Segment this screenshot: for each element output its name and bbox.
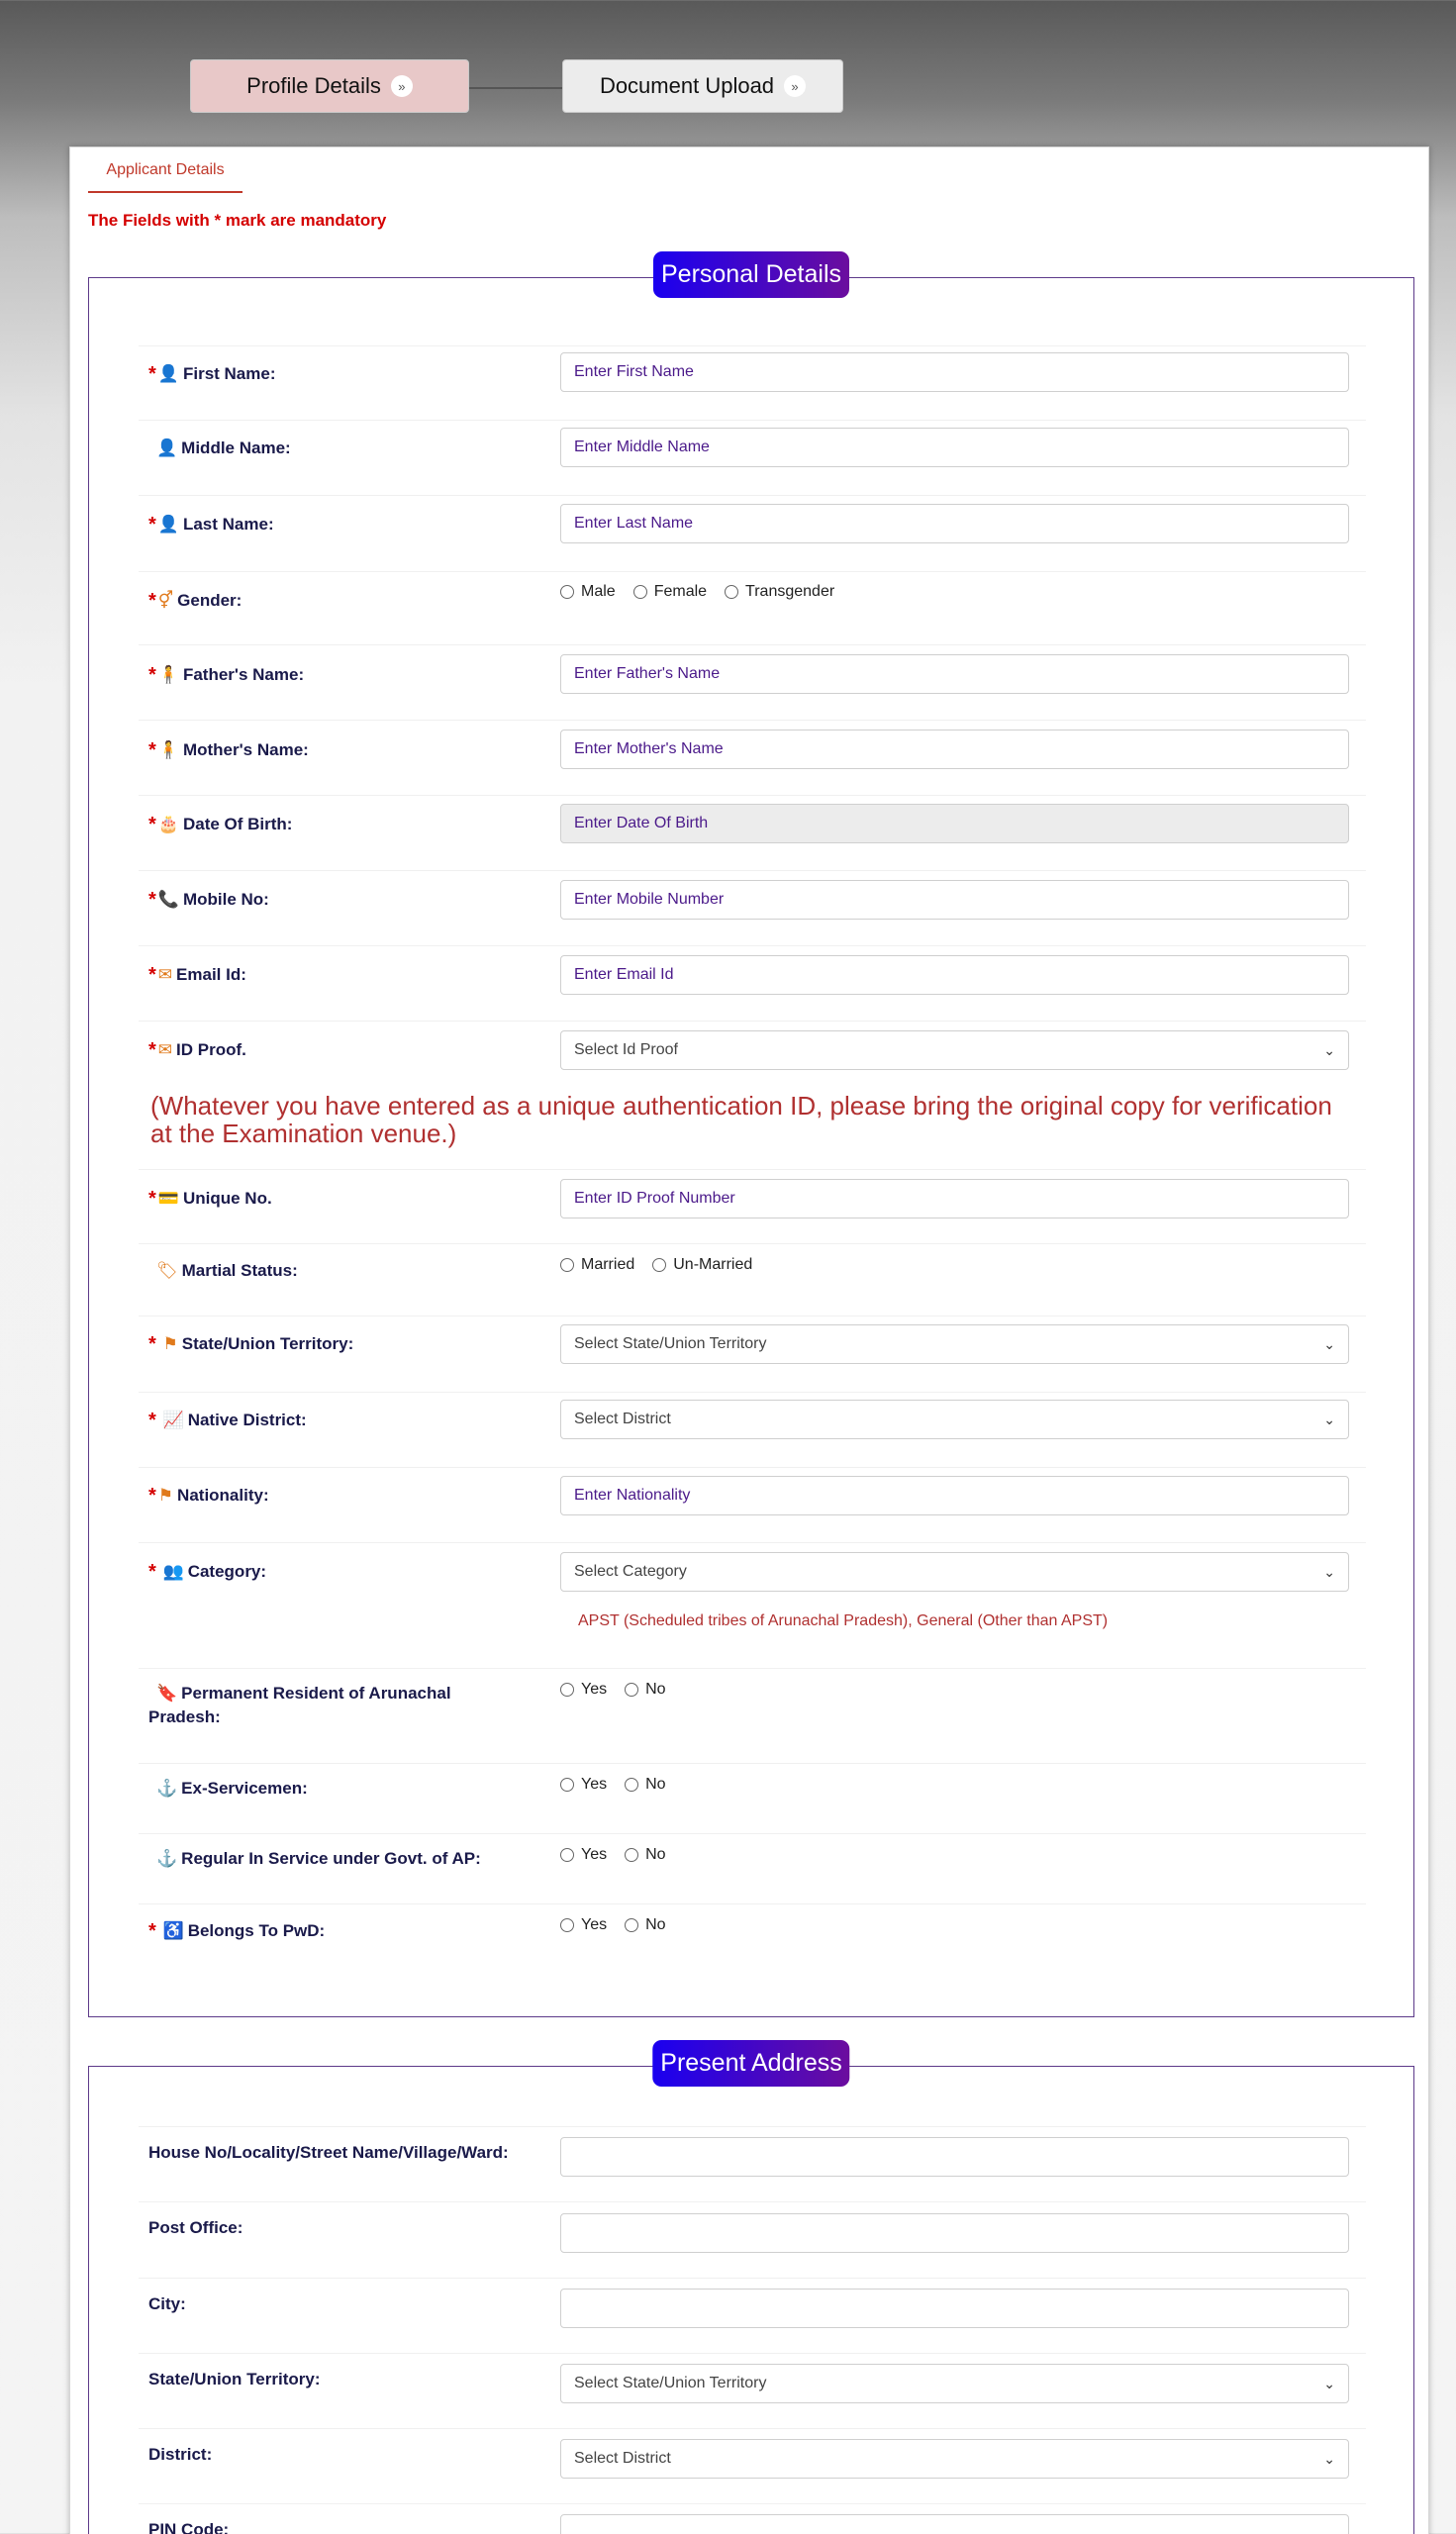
present-state-label: State/Union Territory: xyxy=(148,2370,321,2388)
regular-service-row xyxy=(139,1833,1366,1868)
id-proof-label: ID Proof. xyxy=(176,1040,246,1059)
category-note: APST (Scheduled tribes of Arunachal Pradesh), General (Other than APST) xyxy=(578,1612,1109,1629)
chevron-down-icon: ⌄ xyxy=(1323,1335,1335,1352)
users-icon: 👥 xyxy=(162,1562,184,1581)
nationality-input[interactable]: Enter Nationality xyxy=(560,1476,1349,1515)
regular-no-radio[interactable]: No xyxy=(625,1846,665,1864)
step-connector xyxy=(469,87,564,89)
unique-no-input[interactable]: Enter ID Proof Number xyxy=(560,1179,1349,1218)
permanent-yes-radio[interactable]: Yes xyxy=(560,1681,607,1699)
area-chart-icon: 📈 xyxy=(162,1411,184,1429)
house-input[interactable] xyxy=(560,2137,1349,2177)
present-state-row xyxy=(139,2353,1366,2391)
tab-applicant-details[interactable]: Applicant Details xyxy=(88,161,243,193)
father-name-label: Father's Name: xyxy=(182,665,305,684)
id-proof-note: (Whatever you have entered as a unique authentication ID, please bring the original copy for verification at the Examination venue.) xyxy=(150,1091,1332,1148)
first-name-input[interactable]: Enter First Name xyxy=(560,352,1349,392)
chevron-down-icon: ⌄ xyxy=(1323,1563,1335,1580)
city-label: City: xyxy=(148,2294,186,2313)
pin-row xyxy=(139,2503,1366,2534)
chevron-down-icon: ⌄ xyxy=(1323,1411,1335,1427)
regular-service-radios xyxy=(560,1846,666,1864)
email-row: * ✉ Email Id: Enter Email Id xyxy=(139,945,1366,946)
gender-row: * ⚥ Gender: Male Female Transgender xyxy=(139,571,1366,572)
marital-label: Martial Status: xyxy=(181,1261,298,1280)
ex-servicemen-label: Ex-Servicemen: xyxy=(181,1779,308,1798)
chevron-right-icon: » xyxy=(391,75,413,97)
flag-icon: ⚑ xyxy=(162,1334,178,1353)
dob-row: * 🎂 Date Of Birth: Enter Date Of Birth xyxy=(139,795,1366,796)
state-select[interactable]: Select State/Union Territory ⌄ xyxy=(560,1324,1349,1364)
user-icon: 👤 xyxy=(157,515,179,534)
person-icon: 🧍 xyxy=(157,665,179,684)
phone-icon: 📞 xyxy=(157,890,179,909)
father-name-row: * 🧍 Father's Name: Enter Father's Name xyxy=(139,644,1366,645)
anchor-icon: ⚓ xyxy=(156,1779,178,1798)
house-label: House No/Locality/Street Name/Village/Ward: xyxy=(148,2143,509,2162)
pin-input[interactable] xyxy=(560,2514,1349,2534)
last-name-input[interactable]: Enter Last Name xyxy=(560,504,1349,543)
chevron-down-icon: ⌄ xyxy=(1323,1041,1335,1058)
wheelchair-icon: ♿ xyxy=(162,1921,184,1940)
step-document-label: Document Upload xyxy=(599,73,775,98)
step-profile-details[interactable] xyxy=(190,59,469,113)
envelope-icon: ✉ xyxy=(157,1040,173,1059)
present-district-select[interactable]: Select District ⌄ xyxy=(560,2439,1349,2479)
gender-female-radio[interactable]: Female xyxy=(633,583,707,601)
ex-servicemen-radios xyxy=(560,1776,666,1794)
birthday-cake-icon: 🎂 xyxy=(157,815,179,833)
id-proof-select[interactable]: Select Id Proof ⌄ xyxy=(560,1030,1349,1070)
middle-name-label: Middle Name: xyxy=(181,439,291,457)
pin-label: PIN Code: xyxy=(148,2520,230,2534)
credit-card-icon: 💳 xyxy=(157,1189,179,1208)
step-document-upload[interactable] xyxy=(562,59,843,113)
post-office-label: Post Office: xyxy=(148,2218,243,2237)
pwd-label: Belongs To PwD: xyxy=(187,1921,326,1940)
first-name-label: First Name: xyxy=(182,364,276,383)
mother-name-input[interactable]: Enter Mother's Name xyxy=(560,730,1349,769)
marital-married-radio[interactable]: Married xyxy=(560,1256,634,1274)
email-label: Email Id: xyxy=(176,965,246,984)
present-district-label: District: xyxy=(148,2445,213,2464)
mobile-label: Mobile No: xyxy=(182,890,269,909)
present-address-legend: Present Address xyxy=(652,2040,849,2087)
chevron-right-icon: » xyxy=(784,75,806,97)
middle-name-input[interactable]: Enter Middle Name xyxy=(560,428,1349,467)
house-row xyxy=(139,2126,1366,2162)
permanent-no-radio[interactable]: No xyxy=(625,1681,665,1699)
form-card xyxy=(69,146,1429,2534)
mother-name-row: * 🧍 Mother's Name: Enter Mother's Name xyxy=(139,720,1366,721)
step-profile-label: Profile Details xyxy=(246,73,381,98)
chevron-down-icon: ⌄ xyxy=(1323,2375,1335,2391)
category-label: Category: xyxy=(187,1562,267,1581)
present-district-row xyxy=(139,2428,1366,2467)
chevron-down-icon: ⌄ xyxy=(1323,2450,1335,2467)
wizard-steps xyxy=(190,59,843,113)
marital-radios xyxy=(560,1256,752,1274)
native-district-row: * 📈 Native District: Select District ⌄ xyxy=(139,1392,1366,1393)
mobile-row: * 📞 Mobile No: Enter Mobile Number xyxy=(139,870,1366,871)
email-input[interactable]: Enter Email Id xyxy=(560,955,1349,995)
person-icon: 🧍 xyxy=(157,740,179,759)
last-name-label: Last Name: xyxy=(182,515,274,534)
dob-input[interactable]: Enter Date Of Birth xyxy=(560,804,1349,843)
flag-icon: ⚑ xyxy=(157,1486,174,1505)
pwd-yes-radio[interactable]: Yes xyxy=(560,1916,607,1934)
personal-details-section xyxy=(88,260,1414,2017)
permanent-resident-label: Permanent Resident of Arunachal Pradesh: xyxy=(148,1684,451,1726)
middle-name-row xyxy=(139,420,1366,457)
mandatory-note: The Fields with * mark are mandatory xyxy=(88,211,387,230)
tag-icon: 🏷 xyxy=(156,1261,178,1280)
gender-label: Gender: xyxy=(177,591,243,610)
category-select[interactable]: Select Category ⌄ xyxy=(560,1552,1349,1592)
city-row xyxy=(139,2278,1366,2313)
nationality-row: * ⚑ Nationality: Enter Nationality xyxy=(139,1467,1366,1468)
gender-icon: ⚥ xyxy=(157,591,174,610)
pwd-radios xyxy=(560,1916,666,1934)
pwd-no-radio[interactable]: No xyxy=(625,1916,665,1934)
present-state-select[interactable]: Select State/Union Territory ⌄ xyxy=(560,2364,1349,2403)
permanent-resident-radios xyxy=(560,1681,666,1699)
last-name-row: * 👤 Last Name: Enter Last Name xyxy=(139,495,1366,496)
ex-servicemen-row xyxy=(139,1763,1366,1798)
marital-unmarried-radio[interactable]: Un-Married xyxy=(652,1256,752,1274)
id-proof-row: * ✉ ID Proof. Select Id Proof ⌄ xyxy=(139,1021,1366,1022)
gender-radios xyxy=(560,583,834,601)
user-icon: 👤 xyxy=(156,439,178,457)
anchor-icon: ⚓ xyxy=(156,1849,178,1868)
father-name-input[interactable]: Enter Father's Name xyxy=(560,654,1349,694)
ex-service-no-radio[interactable]: No xyxy=(625,1776,665,1794)
marital-row xyxy=(139,1243,1366,1280)
unique-no-row: * 💳 Unique No. Enter ID Proof Number xyxy=(139,1169,1366,1170)
post-office-row xyxy=(139,2201,1366,2237)
regular-service-label: Regular In Service under Govt. of AP: xyxy=(181,1849,481,1868)
dob-label: Date Of Birth: xyxy=(182,815,293,833)
state-label: State/Union Territory: xyxy=(181,1334,354,1353)
city-input[interactable] xyxy=(560,2289,1349,2328)
mobile-input[interactable]: Enter Mobile Number xyxy=(560,880,1349,920)
first-name-row: * 👤 First Name: Enter First Name xyxy=(139,345,1366,346)
permanent-resident-row xyxy=(139,1668,1366,1726)
present-address-section xyxy=(88,2049,1414,2534)
gender-transgender-radio[interactable]: Transgender xyxy=(725,583,834,601)
envelope-icon: ✉ xyxy=(157,965,173,984)
pwd-row: * ♿ Belongs To PwD: Yes No xyxy=(139,1903,1366,1904)
post-office-input[interactable] xyxy=(560,2213,1349,2253)
user-icon: 👤 xyxy=(157,364,179,383)
mother-name-label: Mother's Name: xyxy=(182,740,309,759)
native-district-label: Native District: xyxy=(187,1411,307,1429)
bookmark-icon: 🔖 xyxy=(156,1684,178,1703)
nationality-label: Nationality: xyxy=(177,1486,269,1505)
regular-yes-radio[interactable]: Yes xyxy=(560,1846,607,1864)
category-row: * 👥 Category: Select Category ⌄ APST (Scheduled tribes of Arunachal Pradesh), General (Other than APST) xyxy=(139,1542,1366,1543)
native-district-select[interactable]: Select District ⌄ xyxy=(560,1400,1349,1439)
gender-male-radio[interactable]: Male xyxy=(560,583,616,601)
ex-service-yes-radio[interactable]: Yes xyxy=(560,1776,607,1794)
personal-details-legend: Personal Details xyxy=(653,251,849,298)
unique-no-label: Unique No. xyxy=(182,1189,272,1208)
